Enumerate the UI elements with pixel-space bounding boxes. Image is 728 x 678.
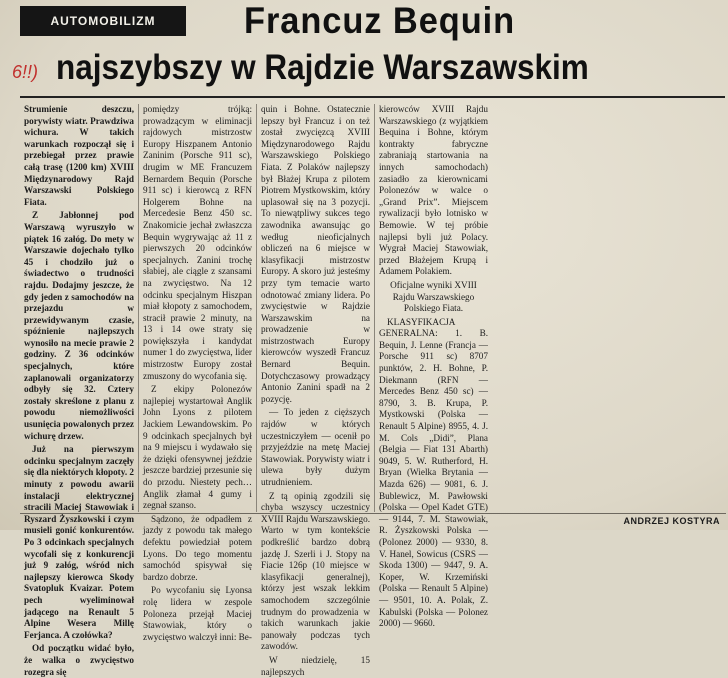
paragraph: — To jeden z cięższych rajdów w których uczestniczyłem — ocenił po przyjeździe na metę Maciej Stawowiak. Porywisty wiatr i ulewa były dużym utrudnieniem. [261,407,370,487]
headline-line-1: Francuz Bequin [244,0,516,41]
author-byline: ANDRZEJ KOSTYRA [623,516,720,526]
paragraph: Już na pierwszym odcinku specjalnym zaczęły się dla niektórych kłopoty. 2 minuty z powodu awarii instalacji elektrycznej stracili Maciej Stawowiak i Ryszard Żyszkowski i czym musieli gonić konkurentów. Po 3 odcinkach specjalnych wycofali się z konkurencji już 9 załóg, wśród nich najlepszy kierowca Skody Svatopluk Kvaizar. Potem pech wyeliminował jadącego na Renault 5 Alpine Wesera Millę Ferjanca. A czołówka? [24,444,135,640]
results-list: KLASYFIKACJA GENERALNA: 1. B. Bequin, J. Lenne (Francja — Porsche 911 sc) 8707 punktów, 2. H. Bohne, P. Diekmann (RFN — Mercedes Benz 450 sc) — 8790, 3. B. Krupa, P. Mystkowski (Polska — Renault 5 Alpine) 8955, 4. J. M. Cols „Didi”, Plana (Belgia — Fiat 131 Abarth) 9049, 5. W. Rutherford, H. Bryan (Wielka Brytania — Mazda 626) — 9081, 6. J. Bublewicz, M. Pawłowski (Polska — Opel Kadet GTE) — 9144, 7. M. Stawowiak, R. Żyszkowski Polska — (Polonez 2000) — 9330, 8. V. Hanel, Sowicus (CSRS — Skoda 1300) — 9447, 9. A. Koper, W. Krzemiński (Polska — Renault 5 Alpine) — 9501, 10. A. Polak, Z. Kabulski (Polska — Polonez 2000) — 9660. [379,316,488,629]
paragraph: Strumienie deszczu, porywisty wiatr. Prawdziwa wichura. W takich warunkach rozpoczął się i przebiegał przez prawie całą trasę (1200 km) XVIII Międzynarodowy Rajd Warszawski Polskiego Fiata. [24,104,134,207]
paragraph: Po wycofaniu się Lyonsa rolę lidera w zespole Poloneza przejął Maciej Stawowiak, który o zwycięstwo walczył inni: Be- [143,585,252,642]
bottom-rule [20,513,726,514]
article-column-2 [138,104,256,642]
headline-line-2: najszybszy w Rajdzie Warszawskim [56,48,589,87]
handwritten-mark: 6!!) [12,62,39,82]
article-column-1 [20,104,138,677]
paragraph: quin i Bohne. Ostatecznie lepszy był Francuz i on też został zwycięzcą XVIII Międzynarodowego Rajdu Warszawskiego Polskiego Fiata. Z Polaków najlepszy był Błażej Krupa z pilotem Piotrem Mystkowskim, który uplasował się na 3 pozycji. To niewątpliwy sukces tego zawodnika awansując go według nieoficjalnych obliczeń na 6 miejsce w klasyfikacji mistrzostw Europy. A skoro już jesteśmy przy tym temacie warto odnotować zmiany lidera. Po zwycięstwie w Rajdzie Warszawskim na prowadzenie w mistrzostwach Europy kierowców wyszedł Francuz Bernard Bequin. Dotychczasowy prowadzący Antonio Zanini spadł na 2 pozycję. [261,104,370,404]
article-column-3 [256,104,374,677]
section-label: AUTOMOBILIZM [20,6,186,36]
results-heading: Oficjalne wyniki XVIII Rajdu Warszawskiego Polskiego Fiata. [390,279,477,314]
paragraph: Z ekipy Polonezów najlepiej wystartował Anglik John Lyons z pilotem Jackiem Lewandowskim. Po 9 odcinkach specjalnych był na 9 miejscu i wydawało się że dzięki ofensywnej jeździe jeszcze bardziej przesunie się do przodu. Niestety pech… Anglik złamał 4 gumy i zegnał szanso. [143,384,252,511]
paragraph: Z Jabłonnej pod Warszawą wyruszyło w piątek 16 załóg. Do mety w Warszawie dojechało tylko 45 i chodziło już o świadectwo o trudności rajdu. Dodajmy jeszcze, że gdy jeden z samochodów na przejazdu w przewidywanym czasie, spóźnienie najlepszych wynosiło na mecie prawie 2 godziny. Z 36 odcinków specjalnych, które zaplanowali organizatorzy odbyły się 32. Cztery zostały skreślone z planu z powodu niemożliwości usunięcia powalonych przez wichurę drzew. [24,210,134,441]
paragraph: pomiędzy trójką: prowadzącym w eliminacji rajdowych mistrzostw Europy Hiszpanem Antonio Zaninim (Porsche 911 sc), drugim w ME Francuzem Bernardem Bequin (Porsche 911 sc) i kierowcą z RFN Holgerem Bohne na Mercedesie Benz 450 sc. Znakomicie jechał zwłaszcza Bequin wygrywając aż 11 z pierwszych 20 odcinków specjalnych. Zanini trochę słabiej, ale ciągle z szansami na zwycięstwo. Na 12 odcinku specjalnym Hiszpan miał kłopoty z samochodem, stracił prawie 2 minuty, na 13 i 14 owe straty się powiększyła i kandydat numer 1 do zwycięstwa, lider mistrzostw Europy został zmuszony do wycofania się. [143,104,252,381]
paragraph: W niedzielę, 15 najlepszych [261,654,370,677]
paragraph: Z tą opinią zgodzili się chyba wszyscy uczestnicy XVIII Rajdu Warszawskiego. Warto w tym kontekście podkreślić bardzo dobrą jazdę J. Szerli i J. Stopy na Fiacie 126p (10 miejsce w klasyfikacji generalnej), którzy jest wszak lekkim samochodem szczególnie trudnym do prowadzenia w takich warunkach jakie panowały podczas tych zawodów. [261,490,370,652]
paragraph: kierowców XVIII Rajdu Warszawskiego (z wyjątkiem Bequina i Bohne, którym kontrakty fabryczne zabraniają startowania na innych samochodach) zasiadło za kierownicami Polonezów w walce o „Grand Prix”. Miejscem rywalizacji było lotnisko w Bemowie. W tej próbie najlepsi byli już Polacy. Wygrał Maciej Stawowiak, przed Błażejem Krupą i Adamem Polakiem. [379,104,488,277]
paragraph: Sądzono, że odpadłem z jazdy z powodu tak małego defektu powiedział potem Lyons. Do tego momentu samochód spisywał się bardzo dobrze. [143,513,252,582]
article-column-4 [374,104,492,629]
headline-divider [20,96,725,98]
paragraph: Od początku widać było, że walka o zwycięstwo rozegra się [24,643,134,677]
